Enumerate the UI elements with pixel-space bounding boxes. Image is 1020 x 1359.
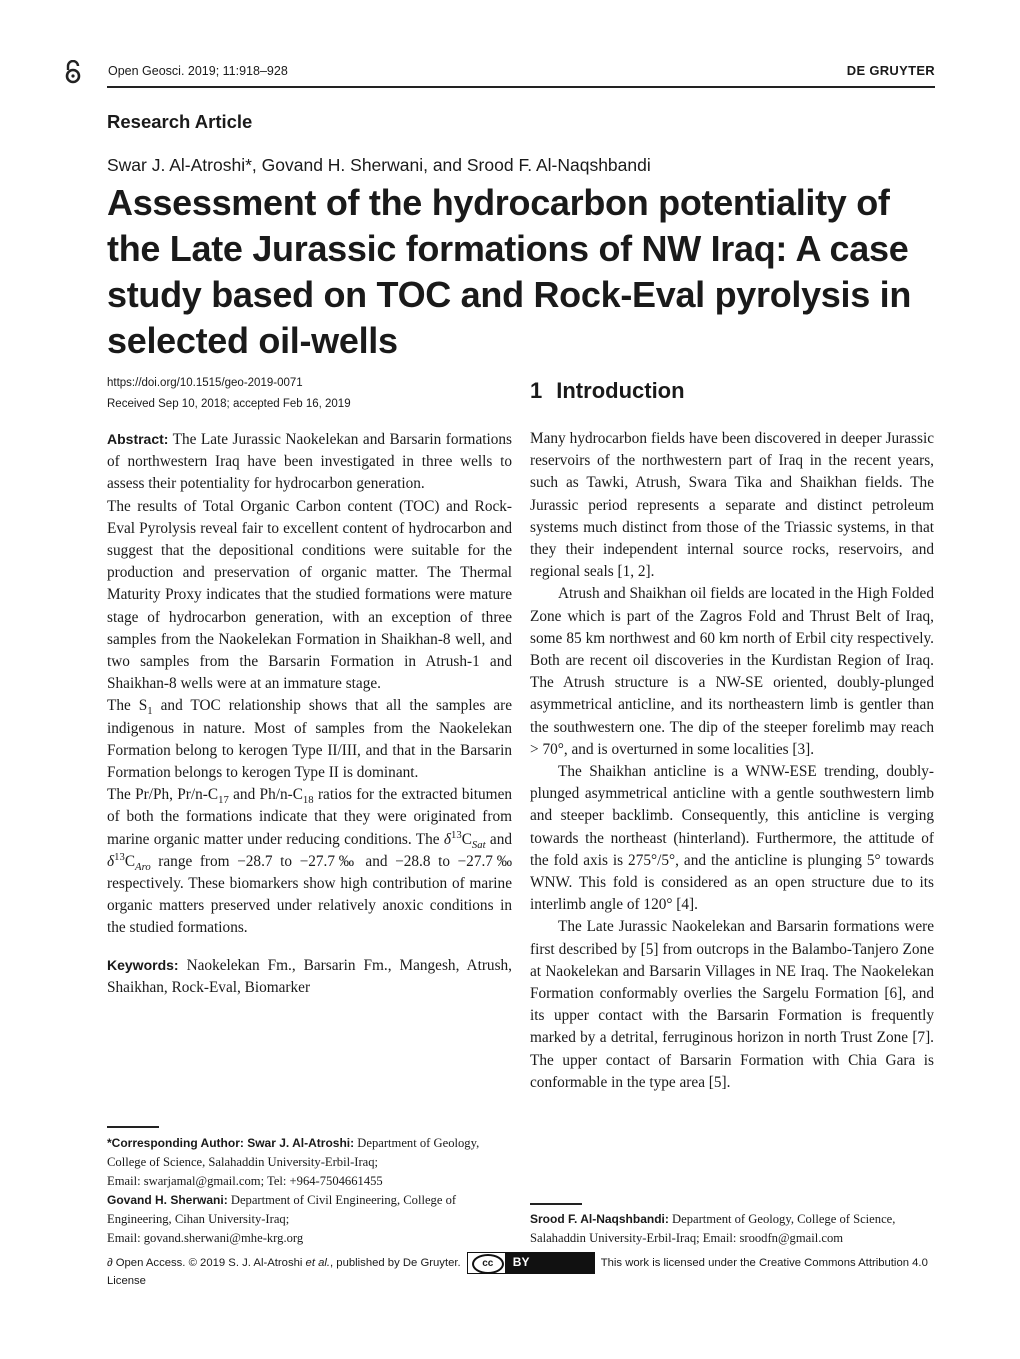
open-access-icon: ∂ [107,1256,113,1269]
keywords-label: Keywords: [107,956,179,973]
abstract-text-1: The Late Jurassic Naokelekan and Barsarin formations of northwestern Iraq have been investigated in three wells to assess their potentiality for hydrocarbon generation. [107,431,512,493]
copyright-text: Open Access. © 2019 S. J. Al-Atroshi [115,1256,303,1269]
et-al: et al. [305,1256,331,1269]
intro-paragraph-4: The Late Jurassic Naokelekan and Barsarin formations were first described by [5] from outcrops in the Balambo-Tanjero Zone at Naokelekan and Barsarin Villages in NE Iraq. The Naokelekan Formation conformably overlies the Sargelu Formation [6], and its upper contact with the Barsarin Formation is frequently marked by a detrital, ferruginous horizon in north Trust Zone [7]. The upper contact of Barsarin Formation with Chia Gara is conformable in the type area [5]. [530,918,934,1091]
carbon-symbol: C [124,852,136,870]
header-divider [107,86,935,88]
license-statement [107,1252,935,1288]
subscript: 18 [302,794,314,807]
intro-paragraph-1: Many hydrocarbon fields have been discovered in deeper Jurassic reservoirs of the northwestern part of Iraq in the recent years, such as Tawki, Atrush, Swara Tika and Shaikhan fields. The Jurassic period represents a separate and distinct petroleum systems much distinct from those of the Triassic systems, in that they their independent internal source rocks, reservoirs, and regional seals [1, 2]. [530,430,934,581]
author-footnote-right [530,1210,935,1248]
superscript: 13 [114,850,125,863]
introduction-column [530,428,934,1094]
corresponding-author-affiliation: Department of Geology, College of Science, Salahaddin University-Erbil-Iraq; [107,1136,480,1169]
section-heading [530,378,685,404]
publisher-text: , published by De Gruyter. [330,1256,461,1269]
subscript-aro: Aro [135,860,151,873]
author-footnotes [107,1134,512,1248]
abstract-label: Abstract: [107,431,169,447]
article-type: Research Article [107,111,253,132]
page-header [62,60,935,82]
subscript: 17 [218,794,229,807]
abstract-paragraph-2: The results of Total Organic Carbon content (TOC) and Rock-Eval Pyrolysis reveal fair to excellent content of hydrocarbon and suggest that the depositional conditions were suitable for the production and preservation of organic matter. The Thermal Maturity Proxy indicates that the studied formations were mature stage of hydrocarbon generation, with an exception of three samples from the Naokelekan Formation in Shaikhan-8 well, and two samples from the Barsarin Formation in Atrush-1 and Shaikhan-8 wells were at an immature stage. [107,497,512,693]
subscript: 1 [147,705,153,718]
cc-icon: cc [472,1254,504,1274]
sherwani-note [107,1191,512,1229]
abstract-text-and: and [485,830,512,848]
open-access-icon [62,60,84,84]
footnote-divider [107,1126,159,1128]
corresponding-author-contact: Email: swarjamal@gmail.com; Tel: +964-7504661455 [107,1174,383,1188]
intro-paragraph-3: The Shaikhan anticline is a WNW-ESE trending, doubly-plunged asymmetrical anticline with a gentle southwestern limb and steeper backlimb. Consequently, this anticline is verging towards the northeast (hinterland). Furthermore, the attitude of the fold axis is 275°/5°, and the anticline is plunging 5° towards WNW. This fold is considered as an open structure due to its interlimb angle of 120° [4]. [530,763,934,914]
footnote-divider [530,1203,582,1205]
journal-reference: Open Geosci. 2019; 11:918–928 [108,64,288,78]
subscript-sat: Sat [471,838,486,851]
corresponding-author-label: *Corresponding Author: Swar J. Al-Atroshi: [107,1136,355,1150]
delta-symbol: δ [443,830,451,848]
article-title: Assessment of the hydrocarbon potentiality of the Late Jurassic formations of NW Iraq: A case study based on TOC and Rock-Eval pyrolysis in selected oil-wells [107,182,912,361]
abstract-column [107,428,512,999]
received-accepted-dates: Received Sep 10, 2018; accepted Feb 16, 2019 [107,398,351,410]
by-label: BY [505,1253,594,1273]
abstract-text-4c: ratios for the extracted bitumen of both the formations indicate that they were originated from marine organic matter under reducing conditions. The [107,786,513,848]
cc-by-badge[interactable] [467,1252,595,1274]
corresponding-author-note [107,1134,512,1172]
doi-link[interactable]: https://doi.org/10.1515/geo-2019-0071 [107,377,303,389]
abstract-paragraph-1 [107,428,512,496]
delta-symbol: δ [107,852,115,870]
abstract-paragraph-3 [107,695,512,784]
abstract-text-3b: and TOC relationship shows that all the samples are indigenous in nature. Most of samples from the Naokelekan Formation belong to kerogen Type II/III, and that in the Barsarin Formation belongs to kerogen Type II is dominant. [107,697,512,782]
section-title: Introduction [556,378,685,403]
sherwani-label: Govand H. Sherwani: [107,1193,228,1207]
author-list: Swar J. Al-Atroshi*, Govand H. Sherwani, and Srood F. Al-Naqshbandi [107,155,651,175]
license-text: This work is licensed under the Creative Commons Attribution 4.0 License [107,1256,928,1287]
publisher-name: DE GRUYTER [846,63,935,78]
keywords-text: Naokelekan Fm., Barsarin Fm., Mangesh, Atrush, Shaikhan, Rock-Eval, Biomarker [107,956,513,996]
intro-paragraph-2: Atrush and Shaikhan oil fields are located in the High Folded Zone which is part of the Zagros Fold and Thrust Belt of Iraq, some 85 km northwest and 60 km north of Erbil city respectively. Both are recent oil discoveries in the Kurdistan Region of Iraq. The Atrush structure is a NW-SE oriented, doubly-plunged asymmetrical anticline, and its northeastern limb is gentler than the southwestern one. The dip of the steeper forelimb may reach > 70°, and is overturned in some localities [3]. [530,585,934,758]
keywords [107,954,512,999]
sherwani-affiliation: Department of Civil Engineering, College of Engineering, Cihan University-Iraq; [107,1193,457,1226]
superscript: 13 [450,828,462,841]
naqshbandi-label: Srood F. Al-Naqshbandi: [530,1212,669,1226]
abstract-text-4d: range from −28.7 to −27.7‰ and −28.8 to −27.7‰ respectively. These biomarkers show high contribution of marine organic matters preserved under relatively anoxic conditions in the studied formations. [107,852,512,937]
abstract-text-3a: The S [107,697,148,715]
abstract-text-4b: and Ph/n-C [228,786,303,804]
naqshbandi-affiliation: Department of Geology, College of Science, Salahaddin University-Erbil-Iraq; Email: sroodfn@gmail.com [530,1212,896,1245]
abstract-text-4a: The Pr/Ph, Pr/n-C [107,786,219,804]
carbon-symbol: C [461,830,472,848]
sherwani-email: Email: govand.sherwani@mhe-krg.org [107,1231,304,1245]
section-number: 1 [530,378,543,403]
abstract-paragraph-4 [107,784,512,939]
